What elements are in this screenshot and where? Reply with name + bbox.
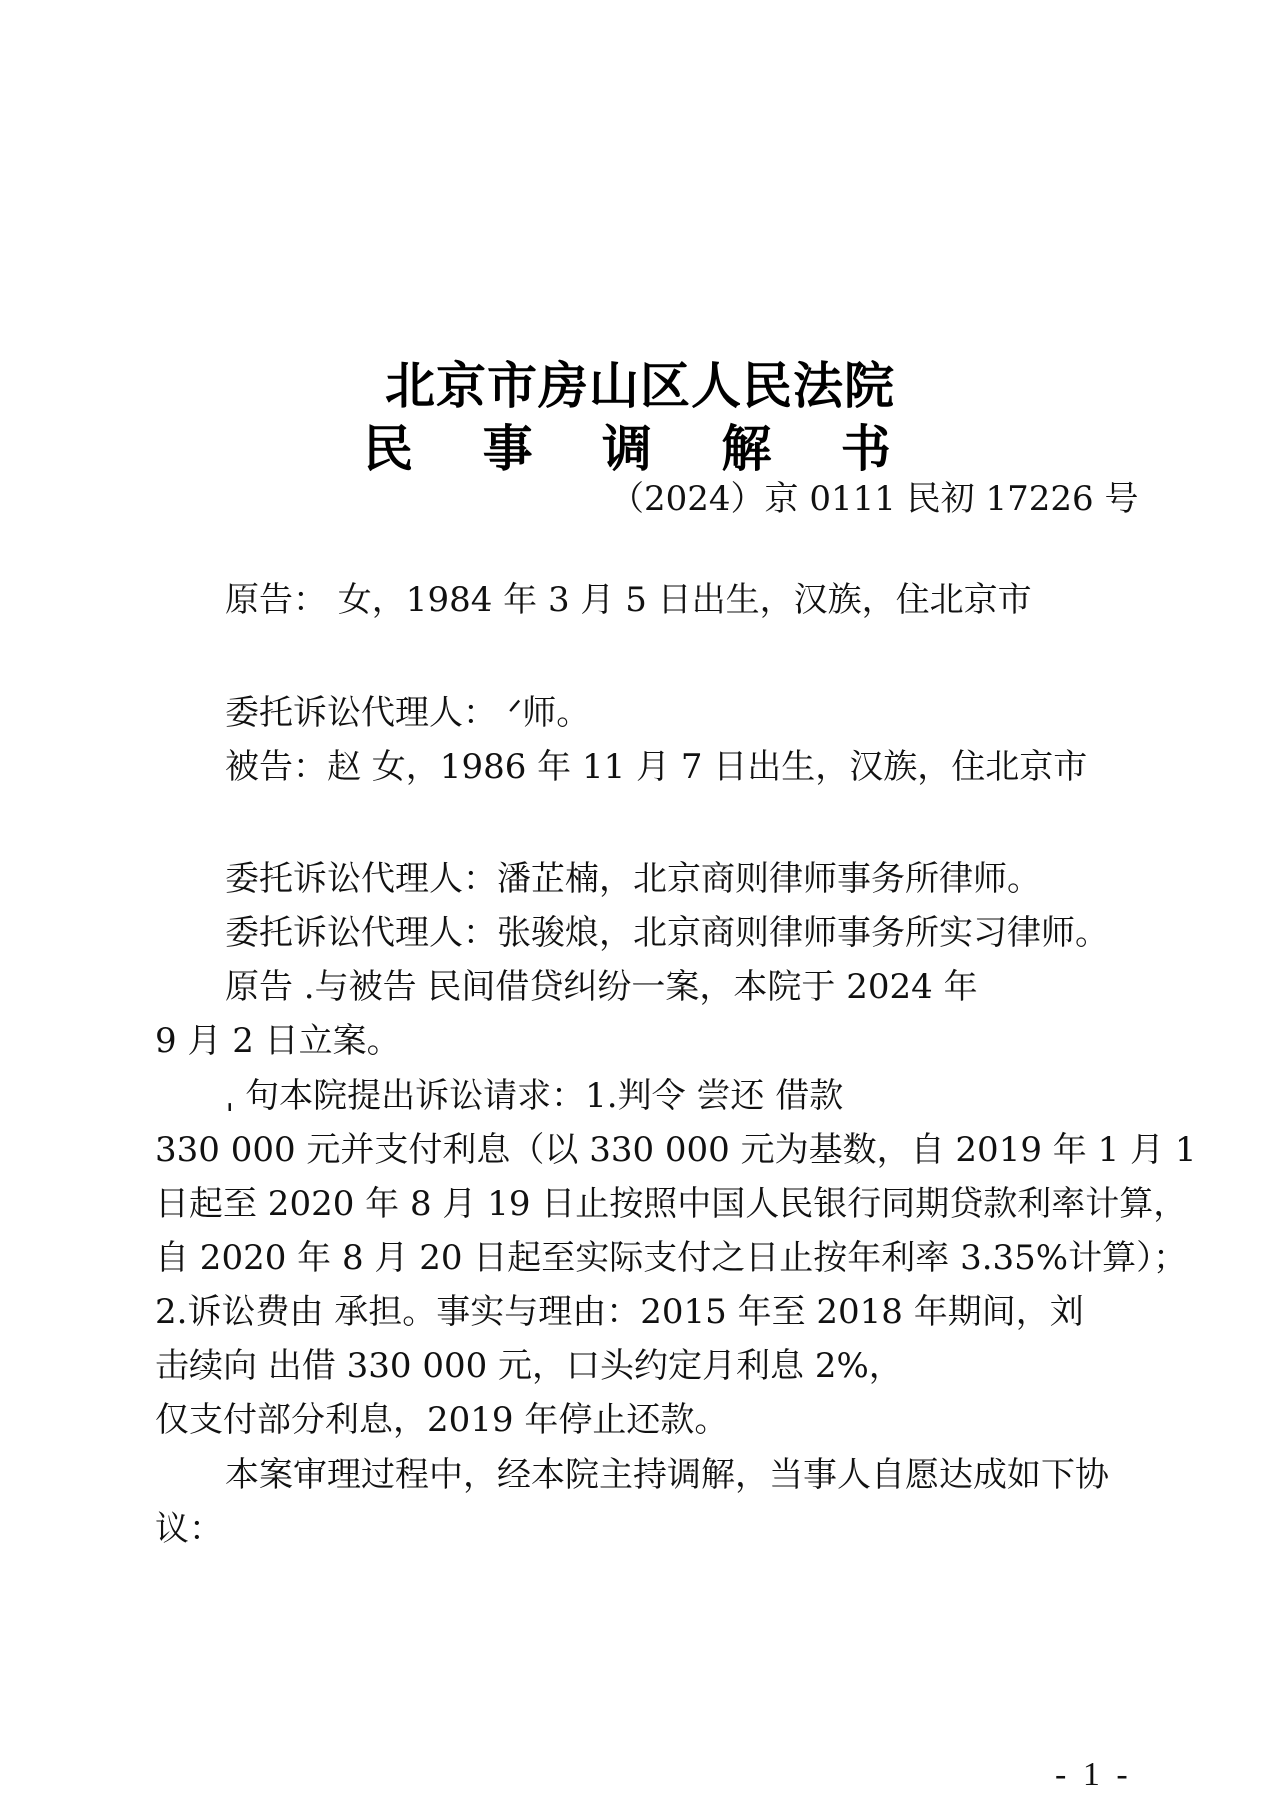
defendant-line: 被告：赵 女，1986 年 11 月 7 日出生，汉族，住北京市 <box>225 747 1088 787</box>
claims-line-1: ˌ 句本院提出诉讼请求：1.判令 尝还 借款 <box>225 1076 844 1116</box>
defendant-agent-line-2: 委托诉讼代理人：张骏烺，北京商则律师事务所实习律师。 <box>225 913 1109 953</box>
claims-line-3: 日起至 2020 年 8 月 19 日止按照中国人民银行同期贷款利率计算， <box>155 1184 1188 1224</box>
mediation-line-2: 议： <box>155 1509 223 1549</box>
plaintiff-line: 原告： 女，1984 年 3 月 5 日出生，汉族，住北京市 <box>225 580 1032 620</box>
case-number: （2024）京 0111 民初 17226 号 <box>610 479 1139 519</box>
court-name: 北京市房山区人民法院 <box>385 356 895 415</box>
mediation-line-1: 本案审理过程中，经本院主持调解，当事人自愿达成如下协 <box>225 1455 1109 1495</box>
page-number: - 1 - <box>1055 1756 1132 1793</box>
claims-line-7: 仅支付部分利息，2019 年停止还款。 <box>155 1400 729 1440</box>
case-intro-line-1: 原告 .与被告 民间借贷纠纷一案，本院于 2024 年 <box>225 967 978 1007</box>
claims-line-4: 自 2020 年 8 月 20 日起至实际支付之日止按年利率 3.35%计算）； <box>155 1238 1188 1278</box>
case-intro-line-2: 9 月 2 日立案。 <box>155 1021 401 1061</box>
claims-line-2: 330 000 元并支付利息（以 330 000 元为基数，自 2019 年 1 月 1 <box>155 1130 1197 1170</box>
defendant-agent-line-1: 委托诉讼代理人：潘芷楠，北京商则律师事务所律师。 <box>225 859 1041 899</box>
claims-line-5: 2.诉讼费由 承担。事实与理由：2015 年至 2018 年期间，刘 <box>155 1292 1084 1332</box>
claims-line-6: 击续向 出借 330 000 元，口头约定月利息 2%， <box>155 1346 903 1386</box>
plaintiff-agent-line: 委托诉讼代理人： ᐟ师。 <box>225 693 591 733</box>
document-type-title: 民 事 调 解 书 <box>363 419 917 478</box>
